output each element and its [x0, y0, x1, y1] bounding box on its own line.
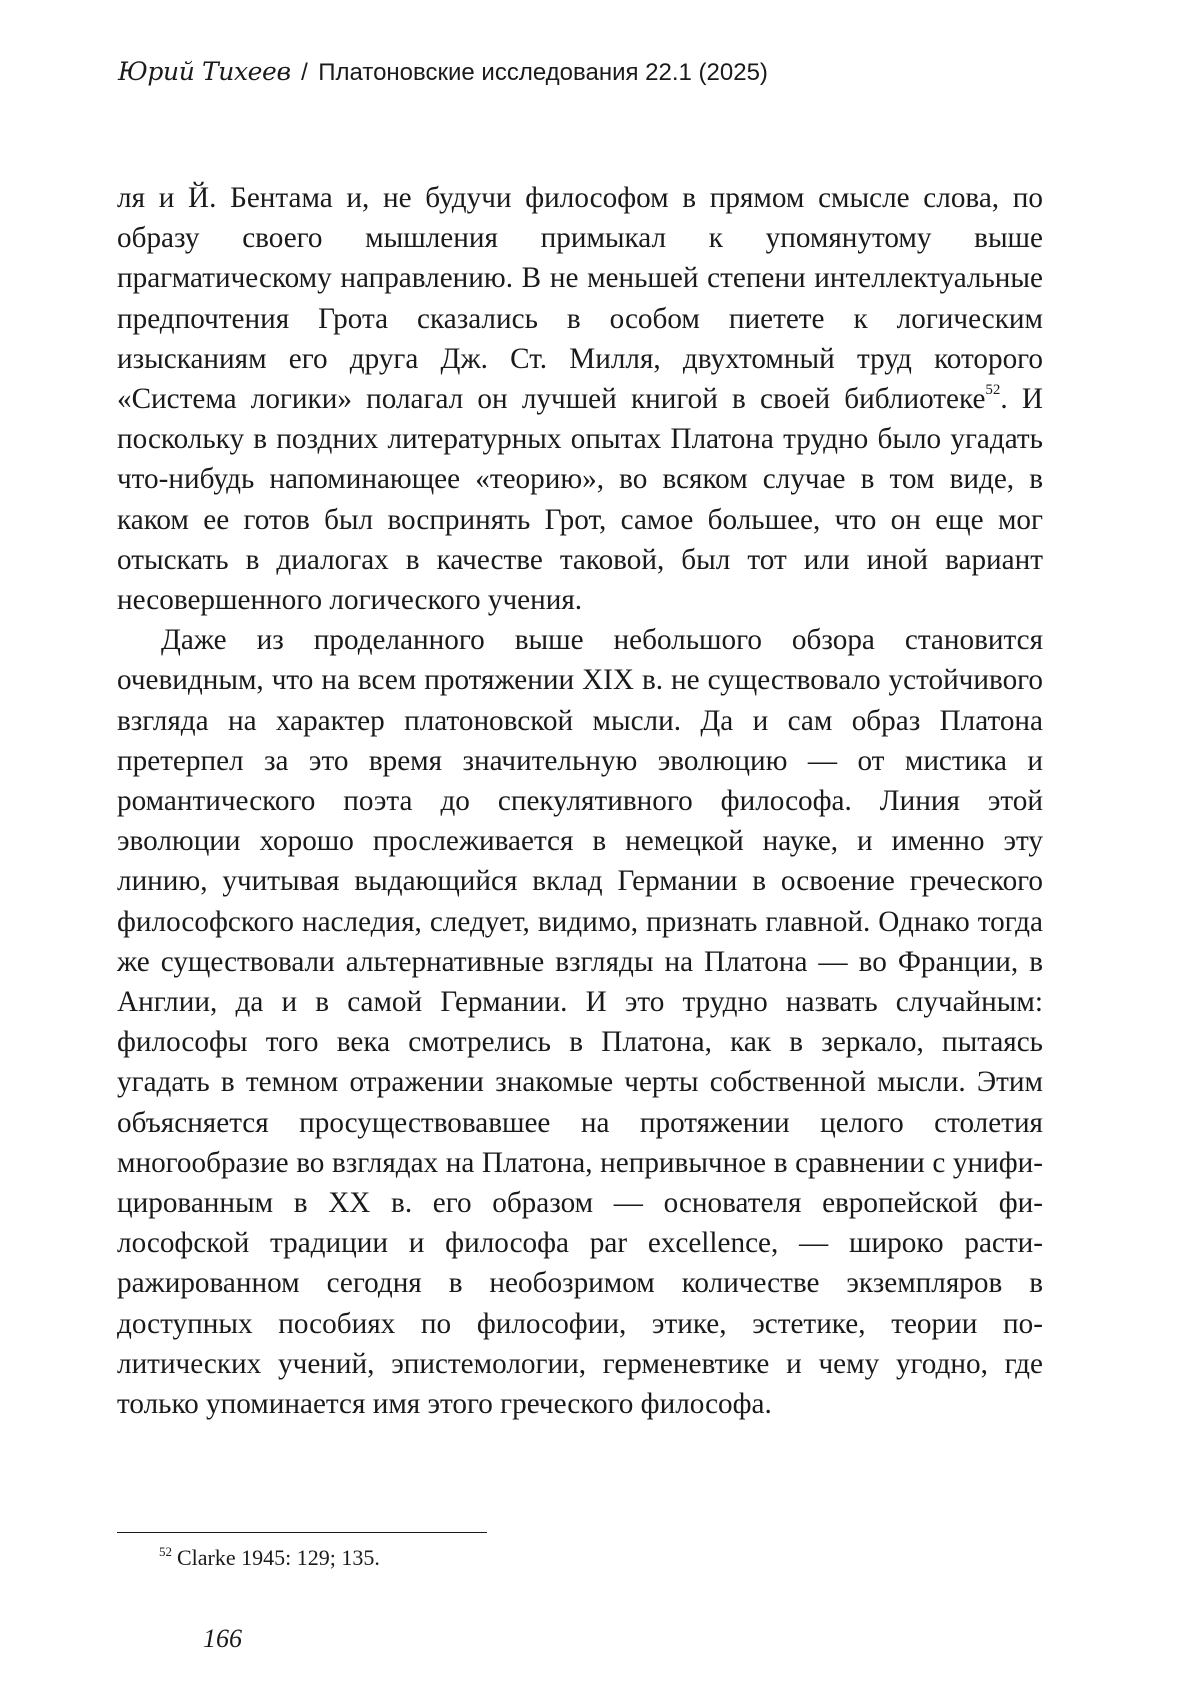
header-separator: /	[301, 59, 308, 86]
paragraph-1	[117, 178, 1043, 620]
footnote-reference-52[interactable]: 52	[985, 382, 1001, 399]
paragraph-1-text-a: ля и Й. Бентама и, не будучи философом в прямом смысле слова, по образу своего мышления примыкал к упомянутому выше прагматическому направлению. В не меньшей степени интеллектуальные предпочтения Грота сказались в особом пиетете к логическим изысканиям его друга Дж. Ст. Милля, двухтомный труд которого «Система логики» полагал он лучшей книгой в своей библиотеке	[117, 182, 1043, 416]
page-number: 166	[203, 1624, 242, 1653]
header-journal-title: Платоновские исследования 22.1 (2025)	[318, 59, 768, 86]
main-text	[117, 178, 1043, 1424]
footnote-text: Clarke 1945: 129; 135.	[177, 1545, 380, 1570]
paragraph-1-text-b: . И поскольку в поздних литературных опытах Платона трудно было угадать что-нибудь напоминающее «теорию», во всяком случае в том виде, в каком ее готов был воспринять Грот, самое большее, что он еще мог отыскать в диалогах в качестве таковой, был тот или иной вариант несовершенного логического учения.	[117, 383, 1043, 617]
footnote-52	[159, 1543, 380, 1573]
paragraph-2: Даже из проделанного выше небольшого обзора становится очевидным, что на всем протяжении XIX в. не существовало устойчивого взгляда на характер платоновской мысли. Да и сам образ Платона претерпел за это время значительную эволюцию — от мистика и романтического поэта до спекулятивного философа. Линия этой эволюции хорошо прослеживается в немецкой науке, и именно эту линию, учитывая выдающийся вклад Германии в освоение греческого философского наследия, следует, видимо, признать главной. Однако тогда же существовали альтернативные взгляды на Платона — во Франции, в Англии, да и в самой Германии. И это трудно назвать случайным: философы того века смотрелись в Платона, как в зеркало, пытаясь угадать в темном отражении знакомые черты собственной мысли. Этим объясняется просуществовавшее на протяжении целого столетия многообразие во взглядах на Платона, непривычное в сравнении с унифицированным в XX в. его образом — основателя европейской философской традиции и философа par excellence, — широко растиражированном сегодня в необозримом количестве экземпляров в доступных пособиях по философии, этике, эстетике, теории политических учений, эпистемологии, герменевтике и чему угодно, где только упоминается имя этого греческого философа.	[117, 624, 1043, 1421]
header-author: Юрий Тихеев	[118, 57, 291, 86]
footnote-divider	[117, 1532, 487, 1533]
running-header	[118, 52, 768, 93]
footnote-number: 52	[159, 1544, 172, 1559]
